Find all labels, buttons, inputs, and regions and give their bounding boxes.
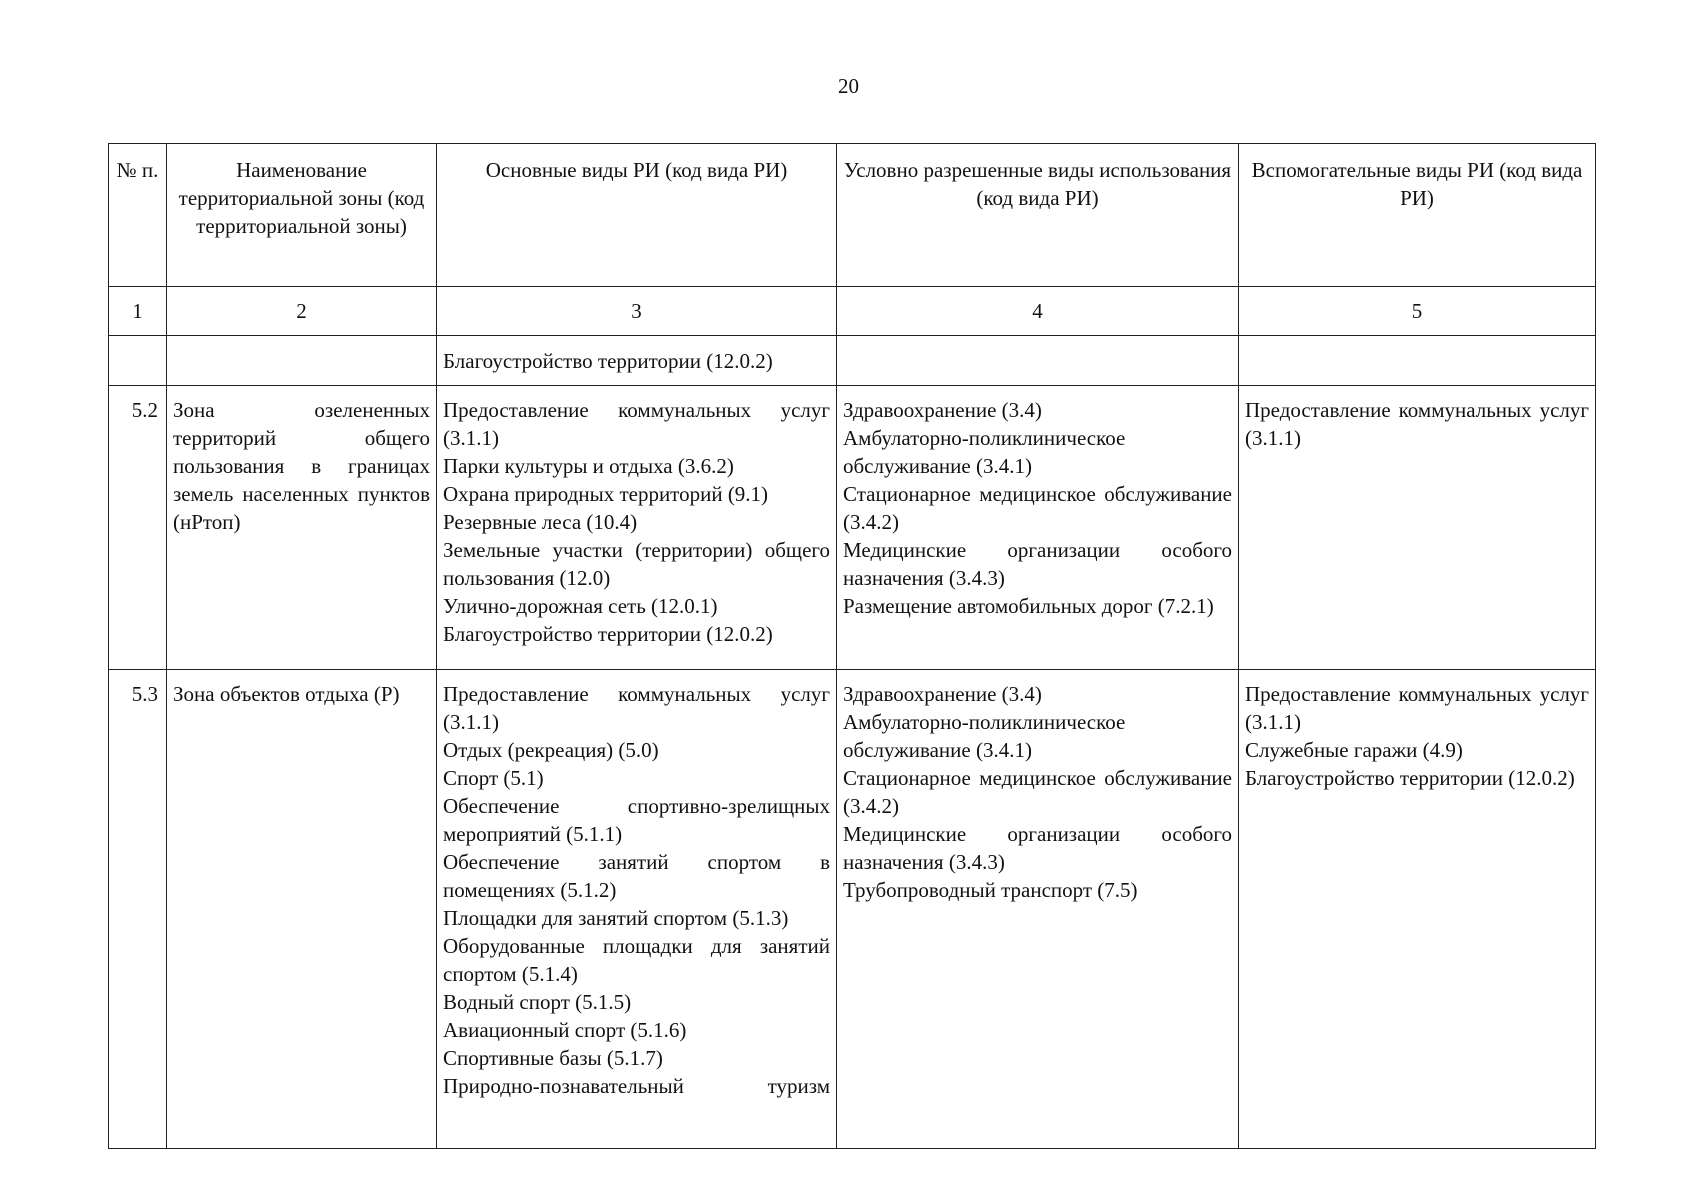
- list-item: Медицинские организации особого назначения (3.4.3): [843, 538, 1232, 590]
- continuation-main-use: Благоустройство территории (12.0.2): [437, 336, 837, 386]
- list-item: Предоставление коммунальных услуг (3.1.1): [443, 682, 830, 734]
- cell-empty: [837, 336, 1239, 386]
- list-item: Обеспечение занятий спортом в помещениях (5.1.2): [443, 850, 830, 902]
- main-uses-cell: [437, 386, 837, 670]
- continuation-row: [109, 336, 1596, 386]
- conditional-uses-cell: [837, 386, 1239, 670]
- list-item: Амбулаторно-поликлиническое обслуживание (3.4.1): [843, 710, 1126, 762]
- auxiliary-uses-cell: [1239, 386, 1596, 670]
- column-number: 5: [1239, 287, 1596, 336]
- row-number: 5.2: [109, 386, 167, 670]
- list-item: Улично-дорожная сеть (12.0.1): [443, 594, 718, 618]
- list-item: Земельные участки (территории) общего пользования (12.0): [443, 538, 830, 590]
- list-item: Отдых (рекреация) (5.0): [443, 738, 659, 762]
- list-item: Резервные леса (10.4): [443, 510, 638, 534]
- list-item: Амбулаторно-поликлиническое обслуживание (3.4.1): [843, 426, 1126, 478]
- list-item: Охрана природных территорий (9.1): [443, 482, 769, 506]
- list-item: Спортивные базы (5.1.7): [443, 1046, 663, 1070]
- column-number: 2: [167, 287, 437, 336]
- header-main-uses: Основные виды РИ (код вида РИ): [437, 144, 837, 287]
- page-number: 20: [838, 74, 859, 98]
- header-number: № п.: [109, 144, 167, 287]
- auxiliary-uses-cell: [1239, 670, 1596, 1149]
- row-number: 5.3: [109, 670, 167, 1149]
- zone-name: Зона объектов отдыха (Р): [167, 670, 437, 1149]
- header-auxiliary-uses: Вспомогательные виды РИ (код вида РИ): [1239, 144, 1596, 287]
- list-item: Благоустройство территории (12.0.2): [443, 622, 773, 646]
- cell-empty: [1239, 336, 1596, 386]
- list-item: Размещение автомобильных дорог (7.2.1): [843, 594, 1214, 618]
- conditional-uses-cell: [837, 670, 1239, 1149]
- list-item: Служебные гаражи (4.9): [1245, 738, 1463, 762]
- list-item: Медицинские организации особого назначения (3.4.3): [843, 822, 1232, 874]
- list-item: Парки культуры и отдыха (3.6.2): [443, 454, 734, 478]
- column-number: 4: [837, 287, 1239, 336]
- list-item: Площадки для занятий спортом (5.1.3): [443, 906, 789, 930]
- list-item: Благоустройство территории (12.0.2): [1245, 766, 1575, 790]
- list-item: Здравоохранение (3.4): [843, 398, 1042, 422]
- list-item: Предоставление коммунальных услуг (3.1.1): [1245, 398, 1589, 450]
- column-number: 3: [437, 287, 837, 336]
- table-row: [109, 670, 1596, 1149]
- zone-name: Зона озелененных территорий общего пользования в границах земель населенных пунктов (нРтоп): [167, 386, 437, 670]
- table-row: [109, 386, 1596, 670]
- header-zone-name: Наименование территориальной зоны (код территориальной зоны): [167, 144, 437, 287]
- column-number: 1: [109, 287, 167, 336]
- list-item: Авиационный спорт (5.1.6): [443, 1018, 687, 1042]
- table-header-row: [109, 144, 1596, 287]
- list-item: Предоставление коммунальных услуг (3.1.1): [443, 398, 830, 450]
- list-item: Водный спорт (5.1.5): [443, 990, 632, 1014]
- list-item: Здравоохранение (3.4): [843, 682, 1042, 706]
- list-item: Стационарное медицинское обслуживание (3.4.2): [843, 766, 1232, 818]
- list-item: Спорт (5.1): [443, 766, 544, 790]
- list-item: Обеспечение спортивно-зрелищных мероприятий (5.1.1): [443, 794, 830, 846]
- column-numbers-row: [109, 287, 1596, 336]
- list-item: Оборудованные площадки для занятий спортом (5.1.4): [443, 934, 830, 986]
- header-conditional-uses: Условно разрешенные виды использования (код вида РИ): [837, 144, 1239, 287]
- cell-empty: [167, 336, 437, 386]
- cell-empty: [109, 336, 167, 386]
- list-item: Трубопроводный транспорт (7.5): [843, 878, 1138, 902]
- zoning-table: [108, 143, 1596, 1149]
- main-uses-cell: [437, 670, 837, 1149]
- list-item: Природно-познавательный туризм: [443, 1074, 830, 1098]
- list-item: Предоставление коммунальных услуг (3.1.1): [1245, 682, 1589, 734]
- list-item: Стационарное медицинское обслуживание (3.4.2): [843, 482, 1232, 534]
